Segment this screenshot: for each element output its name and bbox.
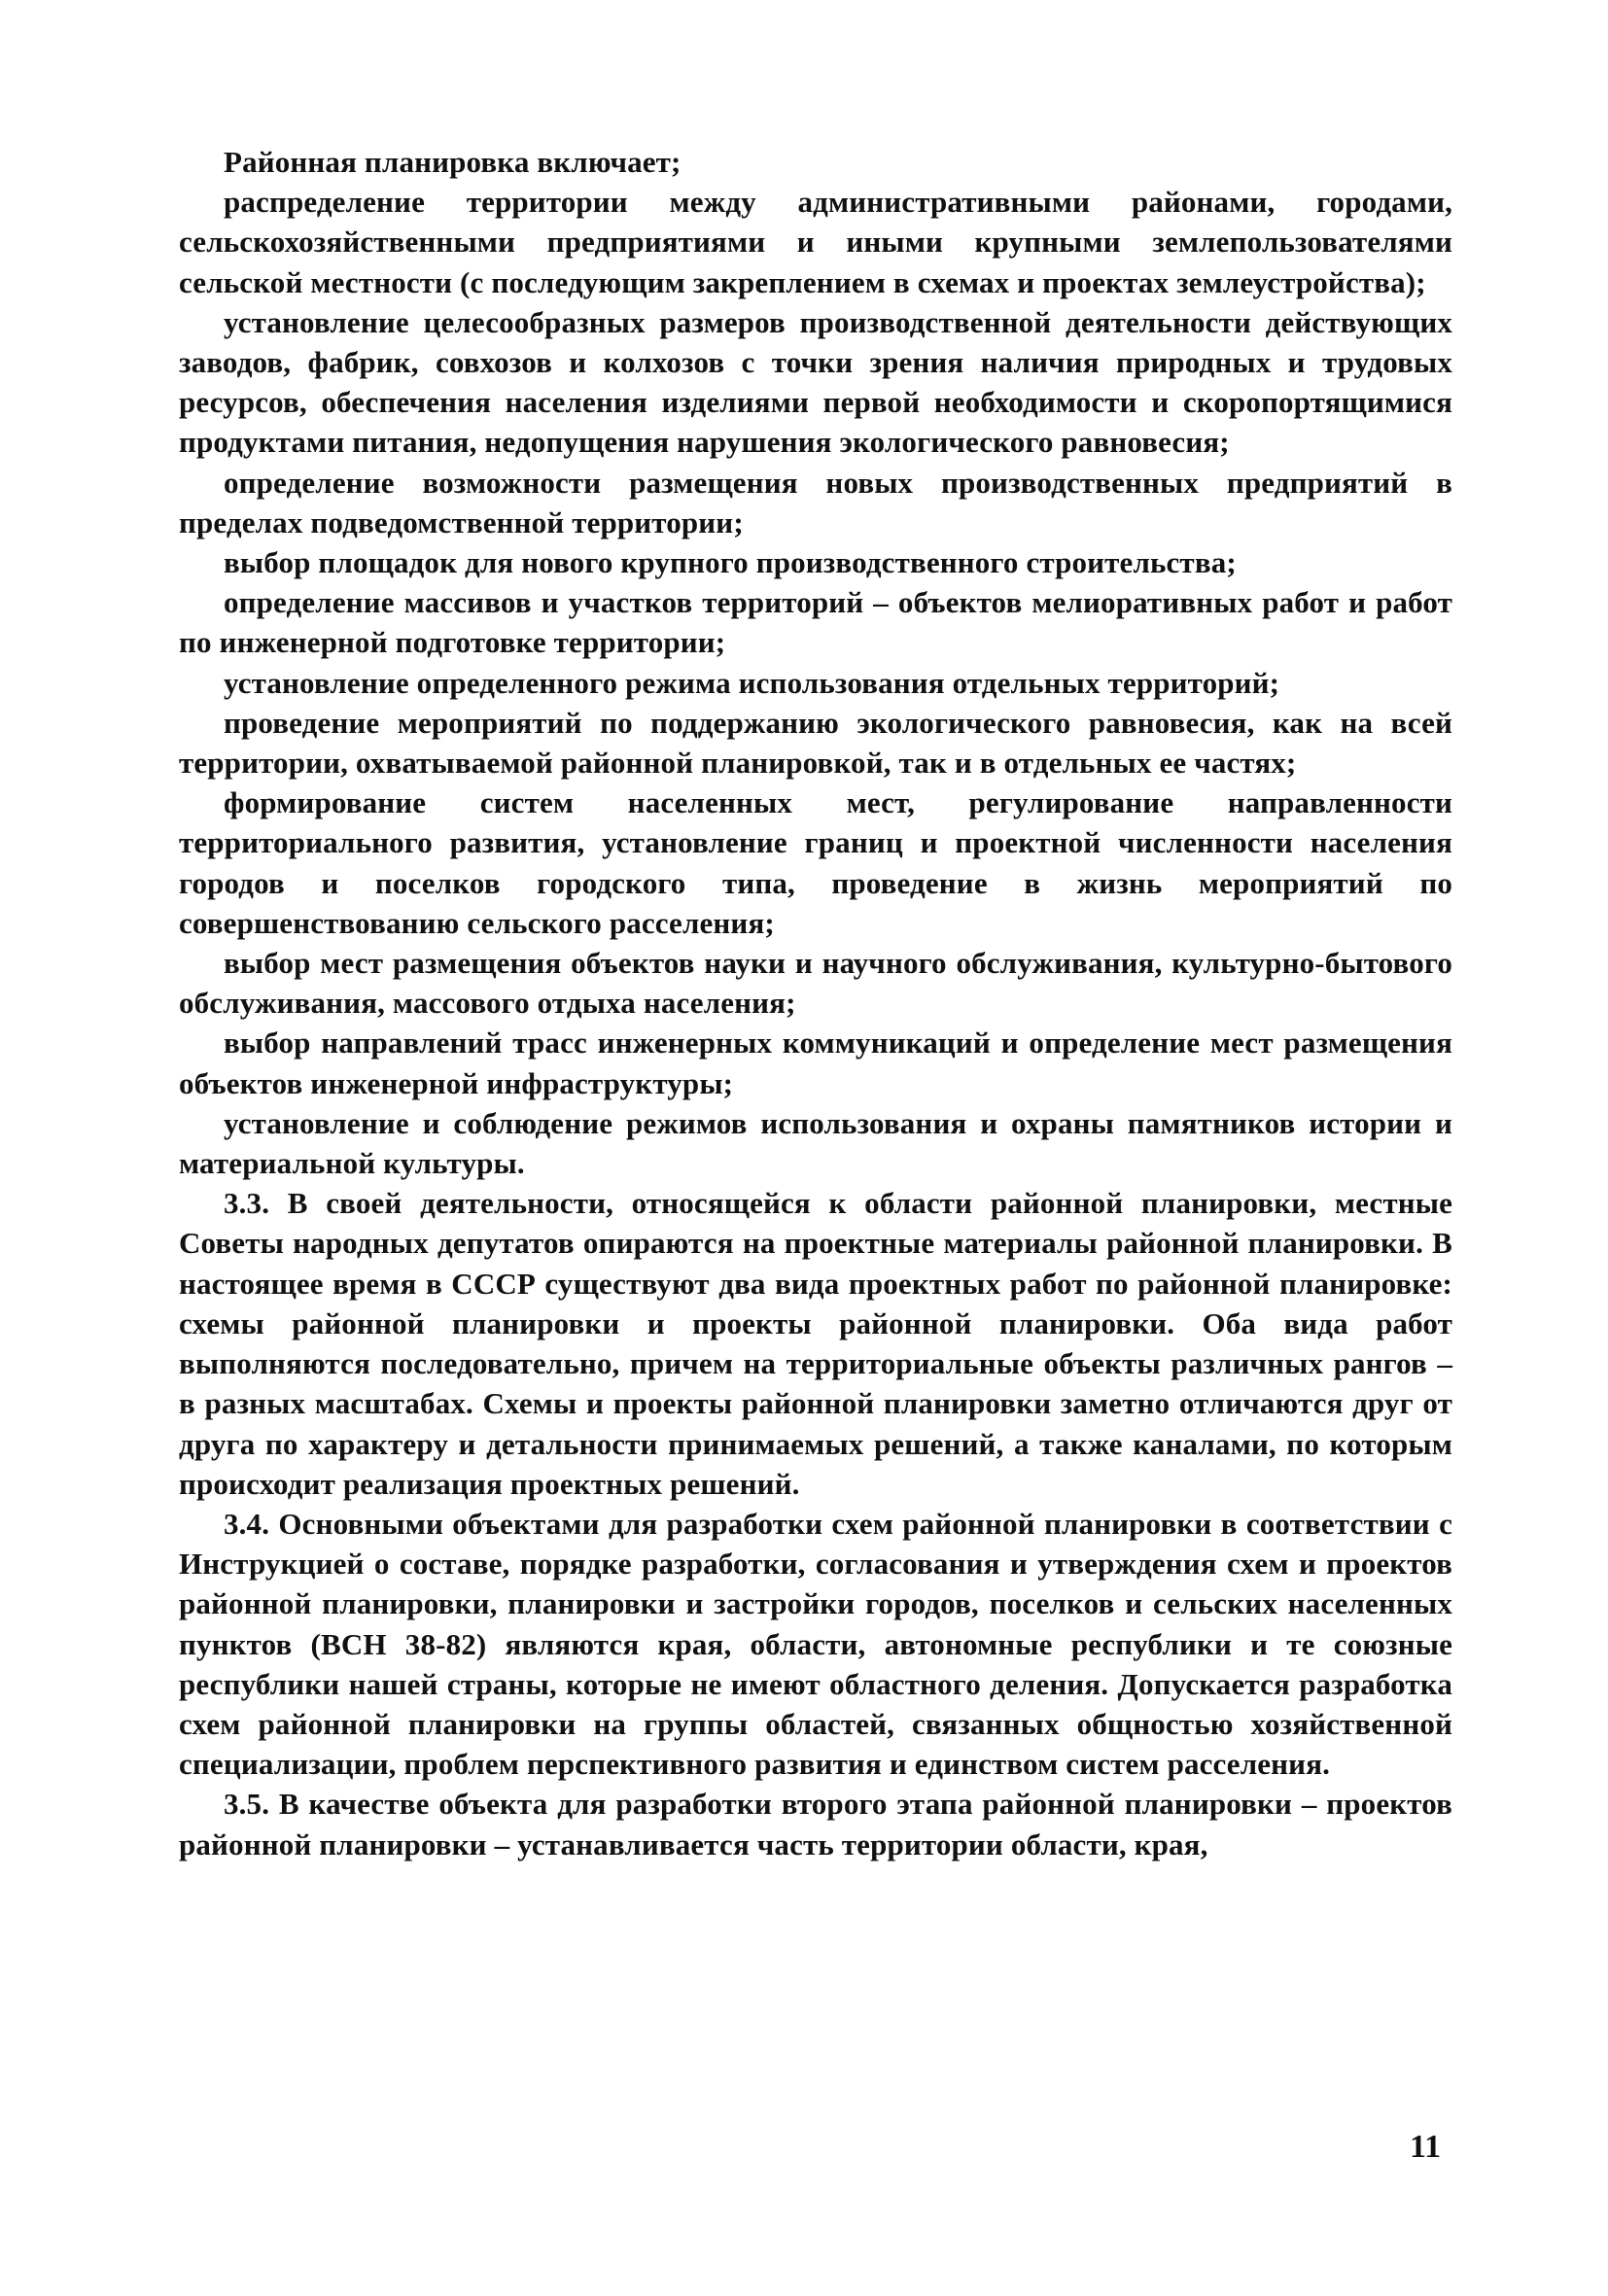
- paragraph-text: выбор направлений трасс инженерных коммуникаций и определение мест размещения объектов инженерной инфраструктуры;: [179, 1026, 1452, 1100]
- paragraph-text: распределение территории между административными районами, городами, сельскохозяйственными предприятиями и иными крупными землепользователями сельской местности (с последующим закреплением в схемах и проектах землеустройства);: [179, 185, 1452, 299]
- section-paragraph: [179, 1784, 1452, 1863]
- section-number: 3.5.: [224, 1787, 270, 1822]
- paragraph: [179, 582, 1452, 662]
- section-number: 3.3.: [224, 1186, 270, 1221]
- paragraph: [179, 943, 1452, 1023]
- paragraph-text: В качестве объекта для разработки второго этапа районной планировки – проектов районной планировки – устанавливается часть территории области, края,: [179, 1787, 1452, 1861]
- paragraph-text: Основными объектами для разработки схем районной планировки в соответствии с Инструкцией о составе, порядке разработки, согласования и утверждения схем и проектов районной планировки, планировки и застройки городов, поселков и сельских населенных пунктов (ВСН 38-82) являются края, области, автономные республики и те союзные республики нашей страны, которые не имеют областного деления. Допускается разработка схем районной планировки на группы областей, связанных общностью хозяйственной специализации, проблем перспективного развития и единством систем расселения.: [179, 1506, 1452, 1782]
- paragraph-text: формирование систем населенных мест, регулирование направленности территориального развития, установление границ и проектной численности населения городов и поселков городского типа, проведение в жизнь мероприятий по совершенствованию сельского расселения;: [179, 785, 1452, 940]
- paragraph: [179, 182, 1452, 302]
- section-number: 3.4.: [224, 1506, 270, 1541]
- page-number: 11: [1410, 2129, 1442, 2165]
- paragraph-text: установление определенного режима использования отдельных территорий;: [224, 665, 1280, 700]
- paragraph-text: выбор мест размещения объектов науки и научного обслуживания, культурно-бытового обслуживания, массового отдыха населения;: [179, 946, 1452, 1021]
- paragraph: [179, 1023, 1452, 1102]
- paragraph: [179, 302, 1452, 463]
- paragraph: [179, 783, 1452, 943]
- paragraph-text: проведение мероприятий по поддержанию экологического равновесия, как на всей территории, охватываемой районной планировкой, так и в отдельных ее частях;: [179, 705, 1452, 781]
- paragraph-text: определение массивов и участков территорий – объектов мелиоративных работ и работ по инженерной подготовке территории;: [179, 585, 1452, 660]
- paragraph-text: выбор площадок для нового крупного производственного строительства;: [224, 545, 1237, 580]
- document-body: [179, 142, 1452, 1864]
- paragraph: [179, 663, 1452, 703]
- paragraph-text: Районная планировка включает;: [224, 145, 682, 179]
- section-paragraph: [179, 1183, 1452, 1504]
- section-paragraph: [179, 1504, 1452, 1784]
- paragraph: [179, 703, 1452, 783]
- paragraph-text: определение возможности размещения новых производственных предприятий в пределах подведомственной территории;: [179, 465, 1452, 539]
- paragraph-text: установление и соблюдение режимов использования и охраны памятников истории и материальной культуры.: [179, 1105, 1452, 1181]
- paragraph: [179, 463, 1452, 542]
- paragraph: [179, 1103, 1452, 1183]
- paragraph: [179, 542, 1452, 582]
- paragraph: [179, 142, 1452, 182]
- paragraph-text: установление целесообразных размеров производственной деятельности действующих заводов, фабрик, совхозов и колхозов с точки зрения наличия природных и трудовых ресурсов, обеспечения населения изделиями первой необходимости и скоропортящимися продуктами питания, недопущения нарушения экологического равновесия;: [179, 304, 1452, 460]
- paragraph-text: В своей деятельности, относящейся к области районной планировки, местные Советы народных депутатов опираются на проектные материалы районной планировки. В настоящее время в СССР существуют два вида проектных работ по районной планировке: схемы районной планировки и проекты районной планировки. Оба вида работ выполняются последовательно, причем на территориальные объекты различных рангов – в разных масштабах. Схемы и проекты районной планировки заметно отличаются друг от друга по характеру и детальности принимаемых решений, а также каналами, по которым происходит реализация проектных решений.: [179, 1186, 1452, 1501]
